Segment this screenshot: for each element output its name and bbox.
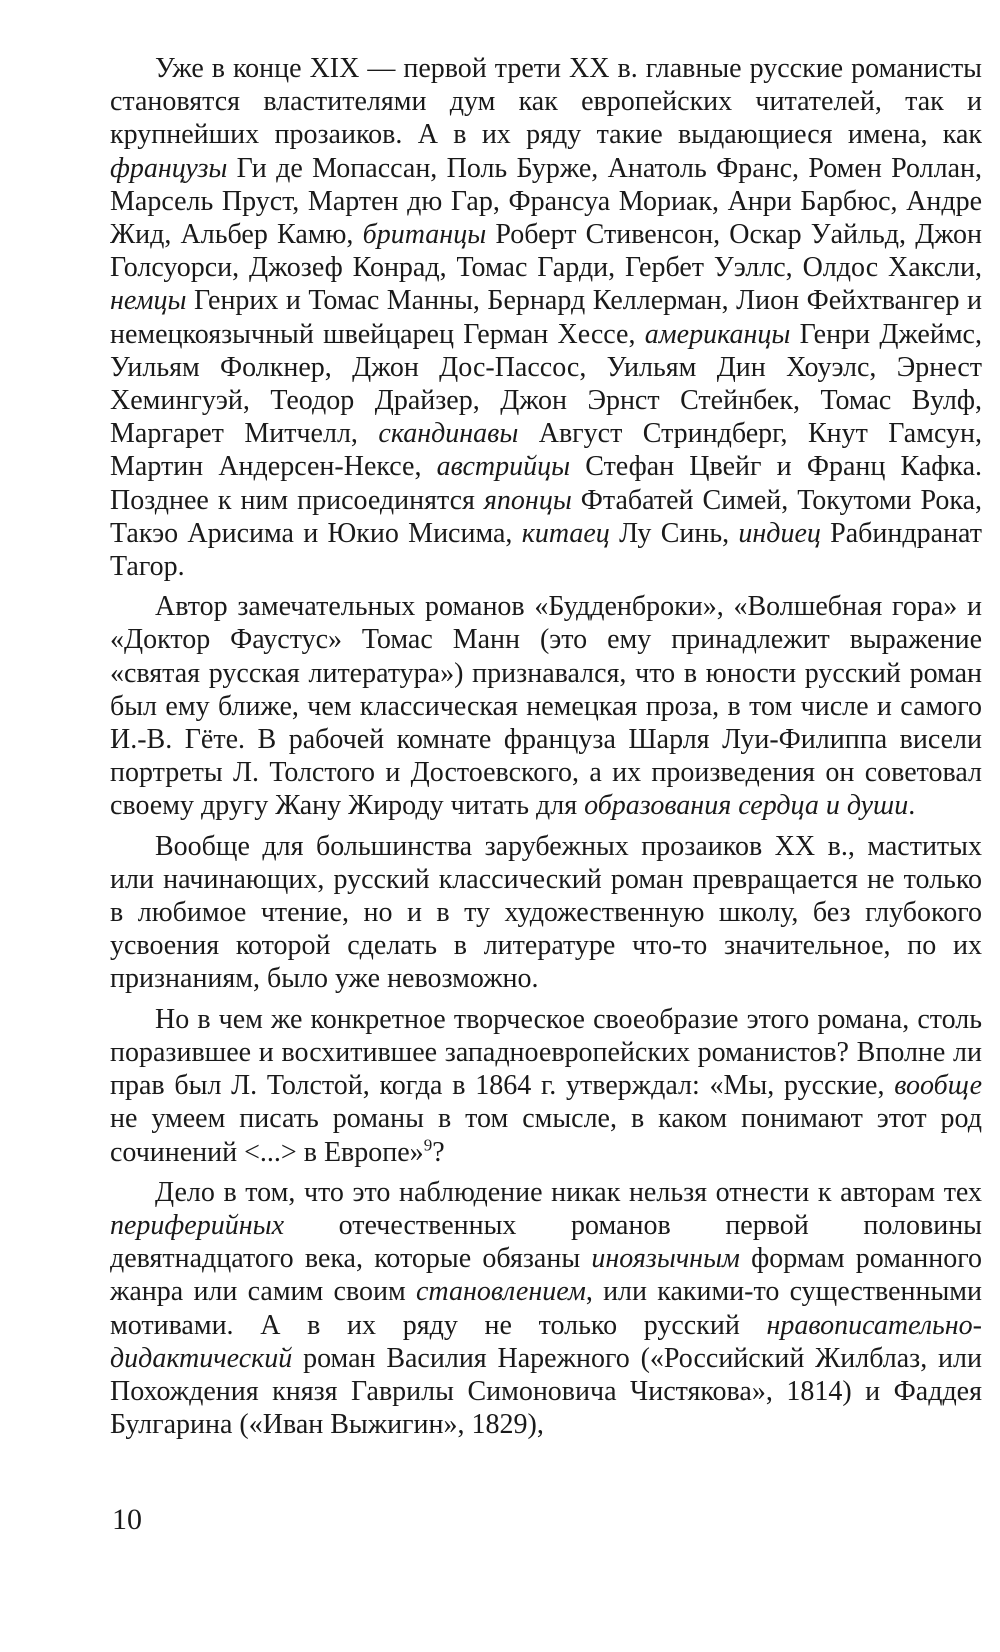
page-body (110, 52, 982, 1441)
footnote-ref: 9 (423, 1135, 433, 1155)
paragraph (110, 1003, 982, 1169)
italic-text: становлением (415, 1276, 586, 1308)
paragraph (110, 52, 982, 583)
paragraph (110, 1176, 982, 1442)
page-number: 10 (112, 1503, 142, 1536)
italic-text: иноязычным (591, 1243, 740, 1275)
italic-text: американцы (644, 318, 791, 350)
text-run: . (908, 790, 916, 822)
text-run: формам романного жанра или самим своим (110, 1243, 982, 1308)
italic-text: образования сердца и души (584, 790, 909, 822)
text-run: , или какими-то существенными мотивами. А в их ряду не только русский (110, 1276, 982, 1341)
text-run: ? (432, 1136, 445, 1168)
text-run: Но в чем же конкретное творческое своеобразие этого романа, столь поразившее и восхитившее западноевропейских романистов? Вполне ли прав был Л. Толстой, когда в 1864 г. утверждал: «Мы, русские, (110, 1003, 982, 1102)
text-run: Генрих и Томас Манны, Бернард Келлерман, Лион Фейхтвангер и немецкоязычный швейцарец Герман Хессе, (110, 285, 982, 350)
italic-text: австрийцы (436, 451, 571, 483)
text-run: Дело в том, что это наблюдение никак нельзя отнести к авторам тех (155, 1176, 982, 1208)
text-run: Стефан Цвейг и Франц Кафка. Позднее к ним присоединятся (110, 451, 983, 516)
italic-text: скандинавы (378, 418, 519, 450)
italic-text: периферийных (110, 1209, 285, 1241)
text-run: Ги де Мопассан, Поль Бурже, Анатоль Франс, Ромен Роллан, Марсель Пруст, Мартен дю Гар, Франсуа Мориак, Анри Барбюс, Андре Жид, Альбер Камю, (110, 152, 982, 251)
paragraph (110, 830, 982, 996)
text-run: Вообще для большинства зарубежных прозаиков XX в., маститых или начинающих, русский классический роман превращается не только в любимое чтение, но и в ту художественную школу, без глубокого усвоения которой сделать в литературе что-то значительное, по их признаниям, было уже невозможно. (110, 830, 982, 995)
text-run: роман Василия Нарежного («Российский Жилблаз, или Похождения князя Гаврилы Симоновича Чистякова», 1814) и Фаддея Булгарина («Иван Выжигин», 1829), (110, 1342, 982, 1441)
text-run: Автор замечательных романов «Будденброки», «Волшебная гора» и «Доктор Фаустус» Томас Манн (это ему принадлежит выражение «святая русская литература») признавался, что в юности русский роман был ему ближе, чем классическая немецкая проза, в том числе и самого И.-В. Гёте. В рабочей комнате француза Шарля Луи-Филиппа висели портреты Л. Толстого и Достоевского, а их произведения он советовал своему другу Жану Жироду читать для (110, 591, 982, 822)
italic-text: индиец (738, 517, 821, 549)
italic-text: вообще (894, 1070, 982, 1102)
italic-text: китаец (521, 517, 610, 549)
text-run: Роберт Стивенсон, Оскар Уайльд, Джон Голсуорси, Джозеф Конрад, Томас Гарди, Гербет Уэллс, Олдос Хаксли, (110, 219, 982, 284)
text-run: не умеем писать романы в том смысле, в каком понимают этот род сочинений <...> в Европе» (110, 1103, 982, 1168)
paragraph (110, 590, 982, 822)
italic-text: немцы (110, 285, 187, 317)
text-run: Лу Синь, (609, 517, 739, 549)
italic-text: французы (110, 152, 228, 184)
text-run: Генри Джеймс, Уильям Фолкнер, Джон Дос-Пассос, Уильям Дин Хоуэлс, Эрнест Хемингуэй, Теодор Драйзер, Джон Эрнст Стейнбек, Томас Вулф, Маргарет Митчелл, (110, 318, 982, 450)
text-run: Уже в конце XIX — первой трети XX в. главные русские романисты становятся властителями дум как европейских читателей, так и крупнейших прозаиков. А в их ряду такие выдающиеся имена, как (110, 53, 982, 151)
text-run: Рабиндранат Тагор. (110, 517, 982, 583)
italic-text: британцы (362, 219, 487, 251)
text-run: Август Стриндберг, Кнут Гамсун, Мартин Андерсен-Нексе, (110, 418, 982, 483)
italic-text: нравописательно-дидактический (110, 1309, 982, 1374)
italic-text: японцы (483, 484, 572, 516)
text-run: отечественных романов первой половины девятнадцатого века, которые обязаны (110, 1209, 982, 1275)
text-run: Фтабатей Симей, Токутоми Рока, Такэо Арисима и Юкио Мисима, (110, 484, 982, 549)
